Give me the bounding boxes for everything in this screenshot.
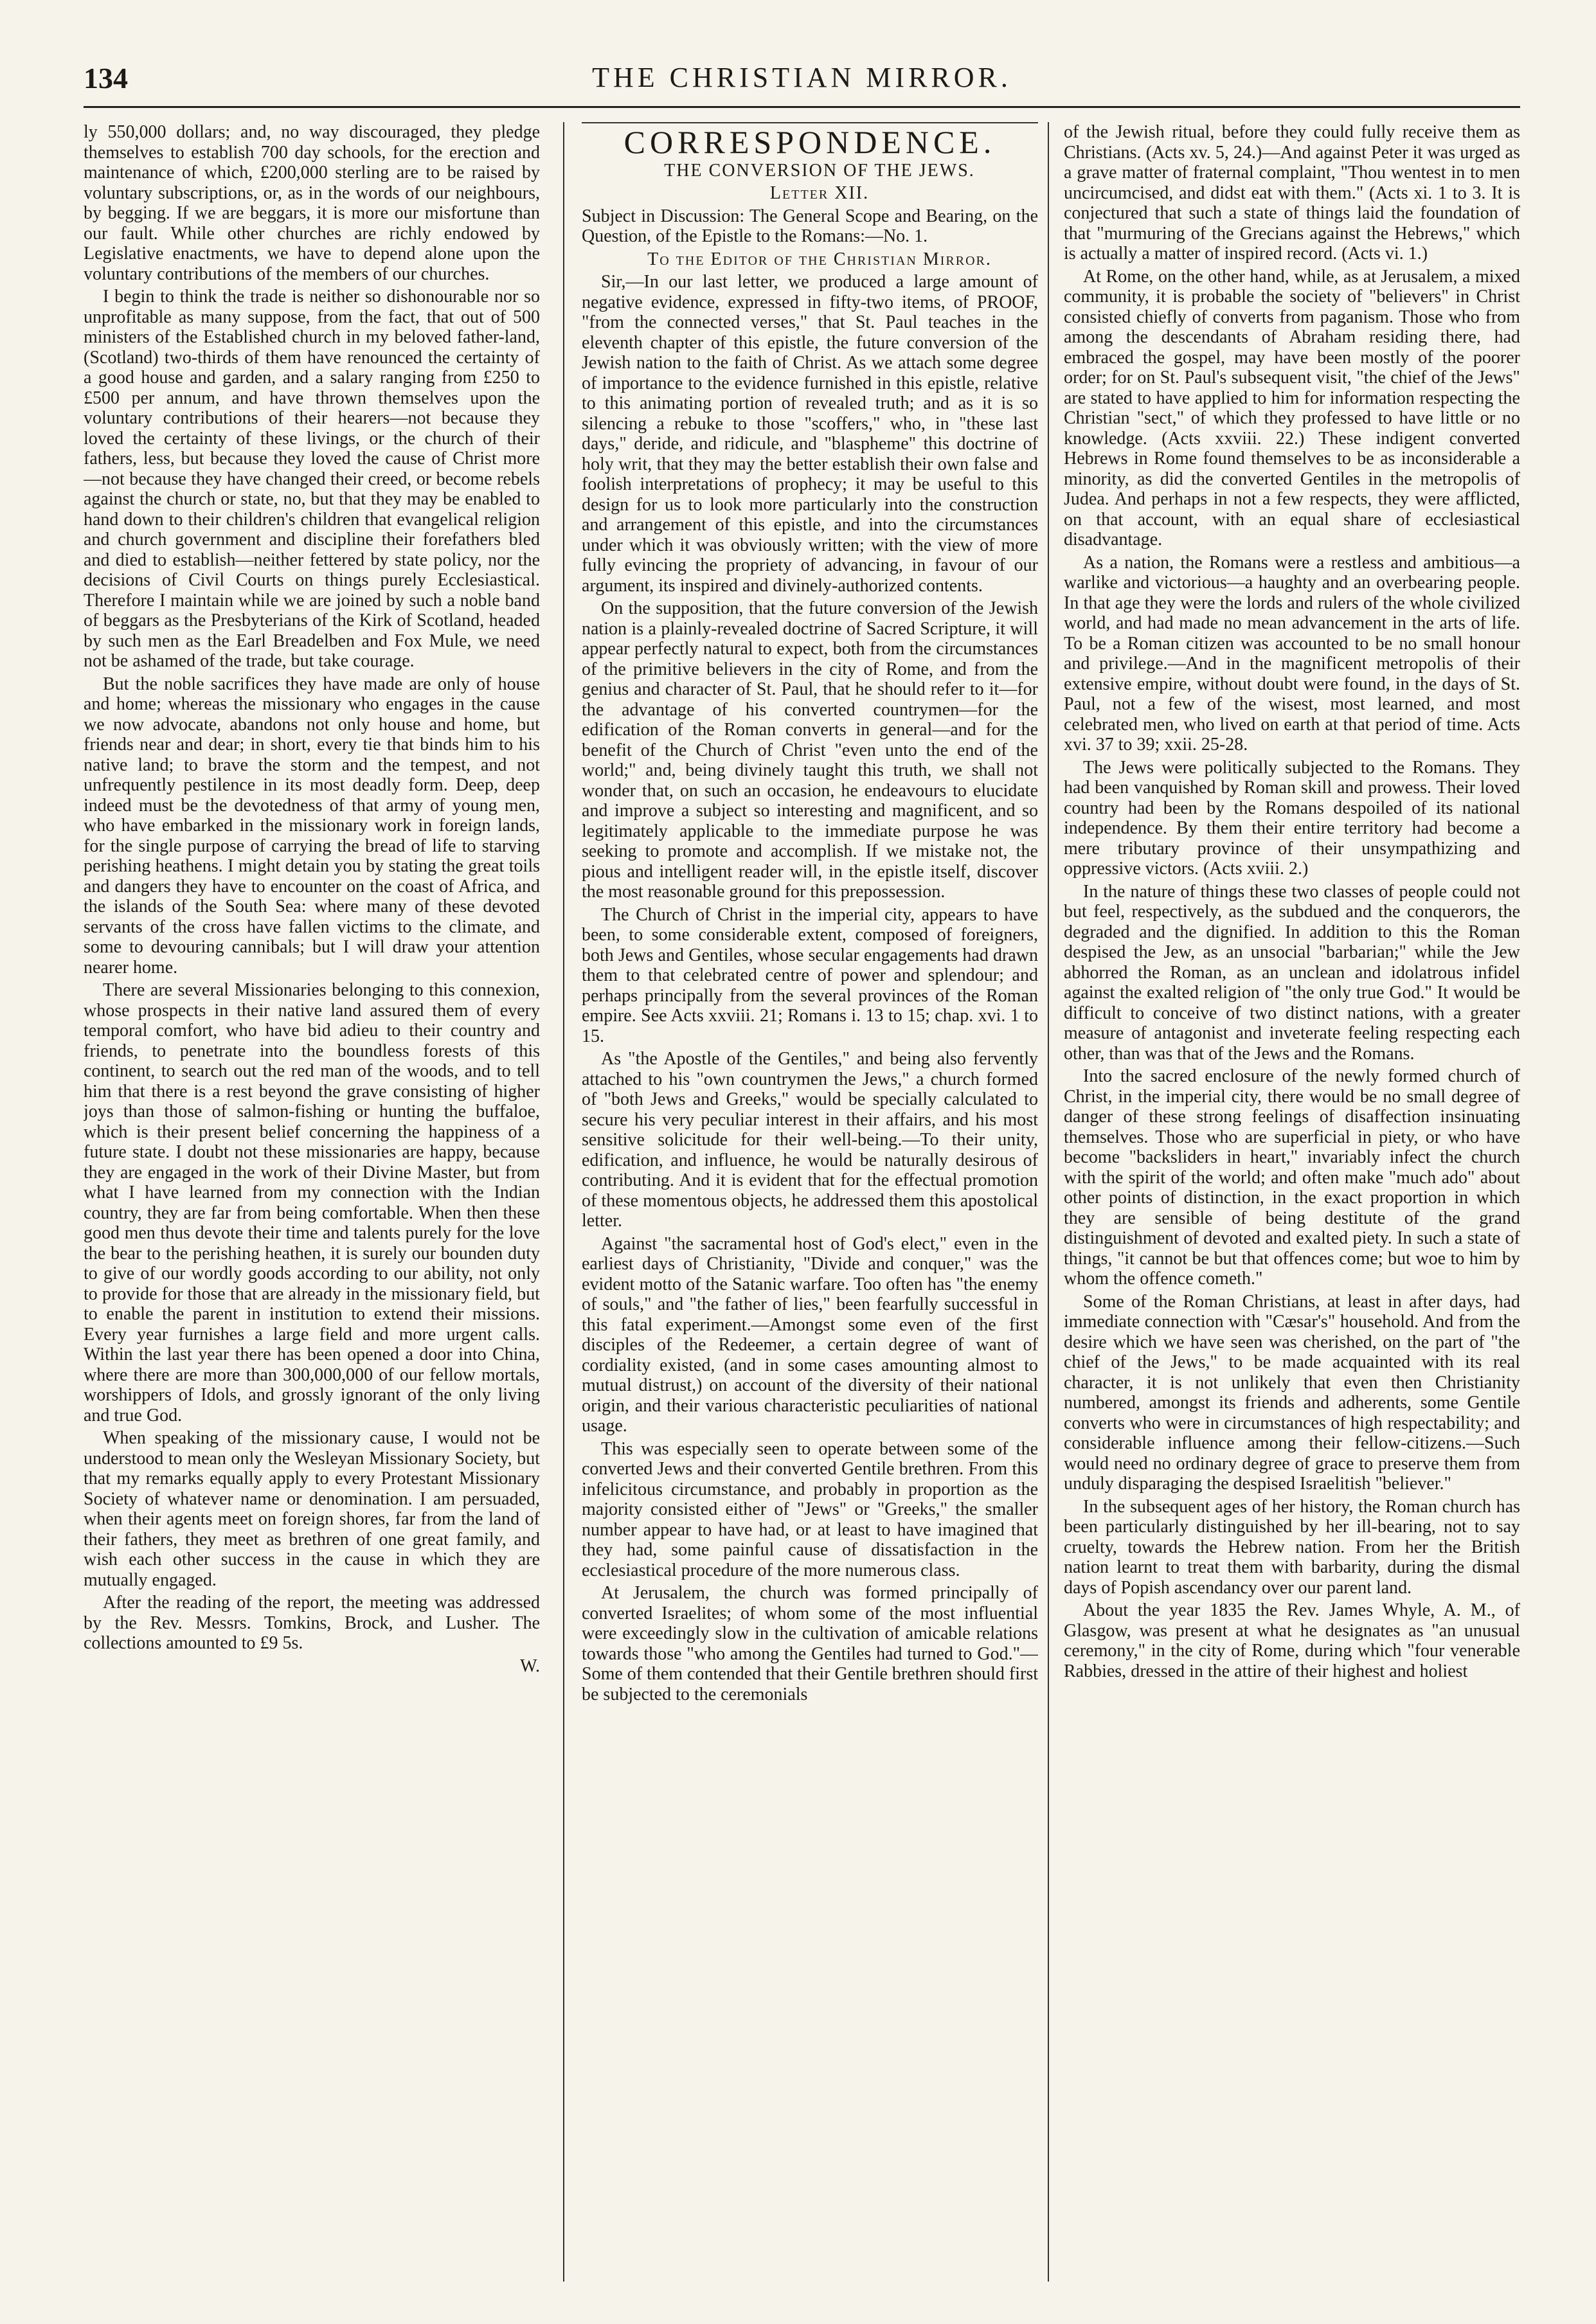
paragraph: There are several Missionaries belonging to this connexion, whose prospects in their native land assured them of every temporal comfort, who have bid adieu to their country and friends, to penetrate into the boundless forests of this continent, to search out the red man of the woods, and to tell him that there is a rest beyond the grave consisting of higher joys than those of salmon-fishing or hunting the buffaloe, which is their present belief concerning the happiness of a future state. I doubt not these missionaries are happy, because they are engaged in the work of their Divine Master, but from what I have learned from my connection with the Indian country, they are far from being comfortable. When then these good men thus devote their time and talents purely for the love the bear to the perishing heathen, it is surely our bounden duty to give of our wordly goods according to our ability, not only to provide for those that are already in the missionary field, but to enable the parent in institution to extend their missions. Every year furnishes a large field and more urgent calls. Within the last year there has been opened a door into China, where there are more than 300,000,000 of our fellow mortals, worshippers of Idols, and grossly ignorant of the only living and true God. <box>84 980 540 1426</box>
paragraph: In the nature of things these two classes of people could not but feel, respectively, as the subdued and the conquerors, the degraded and the dignified. In addition to this the Roman despised the Jew, as an unsocial "barbarian;" while the Jew abhorred the Roman, as an unclean and idolatrous infidel against the exalted religion of "the only true God." It would be difficult to conceive of two distinct nations, with a greater measure of antagonist and inveterate feeling respecting each other, than was that of the Jews and the Romans. <box>1064 881 1520 1064</box>
paragraph: ly 550,000 dollars; and, no way discouraged, they pledge themselves to establish 700 day schools, for the erection and maintenance of which, £200,000 sterling are to be raised by voluntary subscriptions, or, as in the words of our neighbours, by begging. If we are beggars, it is more our misfortune than our fault. While other churches are richly endowed by Legislative enactments, we have to depend alone upon the voluntary contributions of the members of our churches. <box>84 122 540 284</box>
column-rule <box>1048 122 1049 2282</box>
paragraph: When speaking of the missionary cause, I would not be understood to mean only the Wesleyan Missionary Society, but that my remarks equally apply to every Protestant Missionary Society of whatever name or denomination. I am persuaded, when their agents meet on foreign shores, far from the land of their fathers, they meet as brethren of one great family, and wish each other success in the cause in which they are mutually engaged. <box>84 1428 540 1590</box>
paragraph: In the subsequent ages of her history, the Roman church has been particularly distinguished by her ill-bearing, not to say cruelty, towards the Hebrew nation. From her the British nation learnt to treat them with barbarity, during the dismal days of Popish ascendancy over our parent land. <box>1064 1496 1520 1598</box>
paragraph: Against "the sacramental host of God's elect," even in the earliest days of Christianity, "Divide and conquer," was the evident motto of the Satanic warfare. Too often has "the enemy of souls," and "the father of lies," been fearfully successful in this fatal experiment.—Amongst some even of the first disciples of the Redeemer, a certain degree of want of cordiality existed, (and in some cases amounting almost to mutual distrust,) on account of the diversity of their national origin, and their various characteristic peculiarities of national usage. <box>582 1233 1038 1436</box>
section-rule <box>582 122 1038 123</box>
paragraph: Into the sacred enclosure of the newly formed church of Christ, in the imperial city, there would be no small degree of danger of these strong feelings of disaffection insinuating themselves. Those who are superficial in piety, or who have become "backsliders in heart," invariably infect the church with the spirit of the world; and often make "much ado" about other points of distinction, in the exact proportion in which they are sensible of being destitute of the grand distinguishment of devoted and exalted piety. In such a state of things, "it cannot be but that offences come; but woe to him by whom the offence cometh." <box>1064 1066 1520 1289</box>
editor-address: To the Editor of the Christian Mirror. <box>647 249 992 269</box>
column-right <box>1064 122 1520 2282</box>
paragraph: At Rome, on the other hand, while, as at Jerusalem, a mixed community, it is probable the society of "believers" in Christ consisted chiefly of converts from paganism. Those who from among the descendants of Abraham residing there, had embraced the gospel, may have been mostly of the poorer order; for on St. Paul's subsequent visit, "the chief of the Jews" are stated to have applied to him for information respecting the Christian "sect," of which they professed to have little or no knowledge. (Acts xxviii. 22.) These indigent converted Hebrews in Rome found themselves to be as inconsiderable a minority, as did the converted Gentiles in the metropolis of Judea. And perhaps in not a few respects, they were afflicted, on that account, with an equal share of ecclesiastical disadvantage. <box>1064 266 1520 550</box>
paragraph: About the year 1835 the Rev. James Whyle, A. M., of Glasgow, was present at what he designates as "an unusual ceremony," in the city of Rome, during which "four venerable Rabbies, dressed in the attire of their highest and holiest <box>1064 1600 1520 1681</box>
paragraph: Some of the Roman Christians, at least in after days, had immediate connection with "Cæsar's" household. And from the desire which we have seen was cherished, on the part of "the chief of the Jews," to be made acquainted with its real character, it is not unlikely that even then Christianity numbered, amongst its friends and adherents, some Gentile converts who were in circumstances of high respectability; and considerable influence among their fellow-citizens.—Such would need no ordinary degree of grace to preserve them from unduly disparaging the despised Israelitish "believer." <box>1064 1291 1520 1494</box>
paragraph: of the Jewish ritual, before they could fully receive them as Christians. (Acts xv. 5, 24.)—And against Peter it was urged as a grave matter of fraternal complaint, "Thou wentest in to men uncircumcised, and didst eat with them." (Acts xi. 1 to 3. It is conjectured that such a state of things laid the foundation of that "murmuring of the Grecians against the Hebrews," which is actually a matter of inspired record. (Acts vi. 1.) <box>1064 122 1520 264</box>
paragraph: At Jerusalem, the church was formed principally of converted Israelites; of whom some of the most influential were exceedingly slow in the cultivation of amicable relations towards those "who among the Gentiles had turned to God."—Some of them contended that their Gentile brethren should first be subjected to the ceremonials <box>582 1583 1038 1704</box>
page-number: 134 <box>84 62 128 94</box>
section-heading: CORRESPONDENCE. <box>623 124 996 160</box>
paragraph: After the reading of the report, the meeting was addressed by the Rev. Messrs. Tomkins, Brock, and Lusher. The collections amounted to £9 5s. <box>84 1593 540 1653</box>
paragraph: As a nation, the Romans were a restless and ambitious—a warlike and victorious—a haughty and an overbearing people. In that age they were the lords and rulers of the whole civilized world, and had made no mean advancement in the arts of life. To be a Roman citizen was accounted to be no small honour and privilege.—And in the magnificent metropolis of their extensive empire, without doubt were found, in the days of St. Paul, not a few of the wisest, most learned, and most celebrated men, who lived on earth at that period of time. Acts xvi. 37 to 39; xxii. 25-28. <box>1064 552 1520 755</box>
article-title: THE CONVERSION OF THE JEWS. <box>664 160 975 181</box>
paragraph: But the noble sacrifices they have made are only of house and home; whereas the missionary who engages in the cause we now advocate, abandons not only house and home, but friends near and dear; in short, every tie that binds him to his native land; to brave the storm and the tempest, and not unfrequently pestilence in its most deadly form. Deep, deep indeed must be the devotedness of that army of young men, who have embarked in the missionary work in foreign lands, for the single purpose of carrying the bread of life to starving perishing heathens. I might detain you by stating the great toils and dangers they have to encounter on the coast of Africa, and the islands of the South Sea: where many of these devoted servants of the cross have fallen victims to the climate, and some to devouring cannibals; but I will draw your attention nearer home. <box>84 674 540 978</box>
page-header <box>84 61 1520 108</box>
running-title: THE CHRISTIAN MIRROR. <box>592 62 1012 93</box>
column-left <box>84 122 540 2282</box>
letter-number: Letter XII. <box>769 183 870 203</box>
paragraph: This was especially seen to operate between some of the converted Jews and their converted Gentile brethren. From this infelicitous circumstance, and probably in proportion as the majority consisted either of "Jews" or "Greeks," the smaller number appear to have had, or at least to have imagined that they had, some painful cause of dissatisfaction in the ecclesiastical procedure of the more numerous class. <box>582 1438 1038 1580</box>
subject-line: Subject in Discussion: The General Scope and Bearing, on the Question, of the Epistle to the Romans:—No. 1. <box>582 206 1038 246</box>
paragraph: As "the Apostle of the Gentiles," and being also fervently attached to his "own countrymen the Jews," a church formed of "both Jews and Greeks," would be specially calculated to secure his very peculiar interest in their affairs, and his most sensitive solicitude for their well-being.—To their unity, edification, and influence, he would be naturally desirous of contributing. And it is evident that for the effectual promotion of these momentous objects, he addressed them this apostolical letter. <box>582 1049 1038 1231</box>
paragraph: I begin to think the trade is neither so dishonourable nor so unprofitable as many suppose, from the fact, that out of 500 ministers of the Established church in my beloved father-land, (Scotland) two-thirds of them have renounced the certainty of a good house and garden, and a salary ranging from £250 to £500 per annum, and have thrown themselves upon the voluntary contributions of their hearers—not because they loved the certainty of these livings, or the church of their fathers, less, but because they loved the cause of Christ more—not because they have changed their creed, or become rebels against the church or state, no, but that they may be enabled to hand down to their children's children that evangelical religion and church government and discipline their forefathers bled and died to establish—neither fettered by state policy, nor the decisions of Civil Courts on things purely Ecclesiastical. Therefore I maintain while we are joined by such a noble band of beggars as the Presbyterians of the Kirk of Scotland, headed by such men as the Earl Breadelben and Fox Mule, we need not be ashamed of the trade, but take courage. <box>84 287 540 671</box>
column-middle <box>582 122 1038 2282</box>
column-rule <box>563 122 564 2282</box>
paragraph: The Church of Christ in the imperial city, appears to have been, to some considerable extent, composed of foreigners, both Jews and Gentiles, whose secular engagements had drawn them to that celebrated centre of power and splendour; and perhaps principally from the several provinces of the Roman empire. See Acts xxviii. 21; Romans i. 13 to 15; chap. xvi. 1 to 15. <box>582 904 1038 1046</box>
paragraph: The Jews were politically subjected to the Romans. They had been vanquished by Roman skill and prowess. Their loved country had been by the Romans despoiled of its national independence. By them their entire territory had become a mere tributary province of their unsympathizing and oppressive victors. (Acts xviii. 2.) <box>1064 757 1520 879</box>
paragraph: On the supposition, that the future conversion of the Jewish nation is a plainly-revealed doctrine of Sacred Scripture, it will appear perfectly natural to expect, both from the circumstances of the primitive believers in the city of Rome, and from the genius and character of St. Paul, that he should refer to it—for the advantage of his converted countrymen—for the edification of the Roman converts in general—and for the benefit of the Church of Christ "even unto the end of the world;" and, being divinely taught this truth, we shall not wonder that, on such an occasion, he endeavours to elucidate and improve a subject so interesting and magnificent, and so legitimately applicable to the immediate purpose he was seeking to promote and accomplish. If we mistake not, the pious and intelligent reader will, in the epistle itself, discover the most reasonable ground for this prepossession. <box>582 598 1038 902</box>
signature: W. <box>520 1656 540 1676</box>
paragraph: Sir,—In our last letter, we produced a large amount of negative evidence, expressed in fifty-two items, of PROOF, "from the connected verses," that St. Paul teaches in the eleventh chapter of this epistle, the future conversion of the Jewish nation to the faith of Christ. As we attach some degree of importance to the evidence furnished in this epistle, relative to this animating portion of revealed truth; and as it is so silencing a rebuke to those "scoffers," who, in "these last days," deride, and ridicule, and "blaspheme" this doctrine of holy writ, that they may the better establish their own false and foolish interpretations of prophecy; it may be useful to this design for us to look more particularly into the construction and arrangement of this epistle, and into the circumstances under which it was obviously written; with the view of more fully evincing the propriety of advancing, in favour of our argument, its inspired and divinely-authorized contents. <box>582 272 1038 596</box>
